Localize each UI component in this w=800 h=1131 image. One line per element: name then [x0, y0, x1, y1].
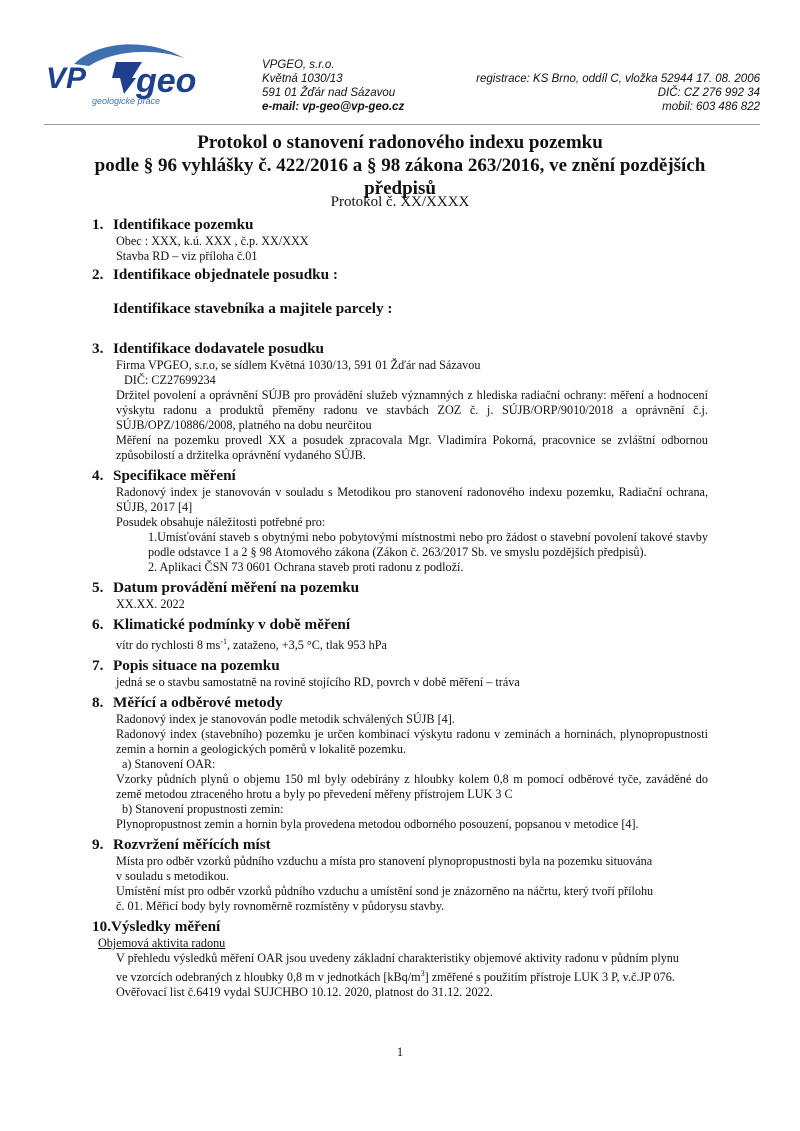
company-name: VPGEO, s.r.o. [262, 59, 335, 71]
parcel-building: Stavba RD – viz příloha č.01 [116, 249, 258, 263]
section-heading [92, 657, 708, 675]
section-title: Identifikace objednatele posudku : [113, 266, 338, 283]
measurement-date: XX.XX. 2022 [116, 597, 185, 611]
results-paragraph: V přehledu výsledků měření OAR jsou uvedeny základní charakteristiky objemové aktivity radonu v půdním plynu ve vzorcích odebraných z hloubky 0,8 m v jednotkách $[kBq/m^3]$ změřené s použitím přístroje LUK 3 P, v.č.JP 076. Ověřovací list č.6419 vydal SUJCHBO 10.12. 2020, platnost do 31.12. 2022. [116, 951, 679, 1000]
spec-item-2: 2. Aplikaci ČSN 73 0601 Ochrana staveb proti radonu z podloží. [148, 560, 464, 574]
section-9 [92, 836, 708, 914]
section-title: Klimatické podmínky v době měření [113, 616, 351, 633]
layout-paragraph-2: Umístění míst pro odběr vzorků půdního vzduchu a umístění sond je znázorněno na náčrtu, který tvoří přílohu č. 01. Měřicí body byly rovnoměrně rozmístěny v půdorysu stavby. [116, 884, 654, 914]
results-subheading: Objemová aktivita radonu [98, 936, 226, 951]
spec-paragraph: Radonový index je stanovován v souladu s Metodikou pro stanovení radonového indexu pozemku, Radiační ochrana, SÚJB, 2017 [4] [116, 485, 708, 514]
section-5 [92, 579, 708, 612]
section-heading [92, 467, 708, 485]
section-8 [92, 694, 708, 832]
section-title: Výsledky měření [110, 918, 221, 936]
section-number: 4. [92, 467, 104, 484]
svg-text:geo: geo [136, 62, 197, 100]
section-heading [92, 266, 708, 284]
section-number: 1. [92, 216, 104, 233]
section-title: Identifikace dodavatele posudku [113, 340, 324, 357]
registry-mobile: mobil: 603 486 822 [662, 101, 760, 113]
protocol-number: Protokol č. XX/XXXX [330, 194, 470, 210]
registry-info: registrace: KS Brno, oddíl C, vložka 52944 17. 08. 2006 [476, 73, 760, 85]
section-number: 5. [92, 579, 104, 596]
company-registry [476, 72, 760, 114]
section-number: 9. [92, 836, 104, 854]
supplier-measurement: Měření na pozemku provedl XX a posudek zpracovala Mgr. Vladimíra Pokorná, pracovnice se zvláštní odbornou způsobilostí a držitelka oprávnění vydaného SÚJB. [116, 433, 708, 462]
company-street: Květná 1030/13 [262, 73, 343, 85]
site-description: jedná se o stavbu samostatně na rovině stojícího RD, povrch v době měření – tráva [116, 675, 520, 690]
section-number: 2. [92, 266, 104, 283]
vpgeo-logo [44, 36, 214, 116]
section-title: Popis situace na pozemku [113, 657, 280, 675]
page-number: 1 [396, 1045, 404, 1059]
company-city: 591 01 Žďár nad Sázavou [262, 87, 396, 99]
methods-item-b: b) Stanovení propustnosti zemin: [122, 802, 284, 817]
section-heading [92, 340, 708, 358]
methods-item-a-text: Vzorky půdních plynů o objemu 150 ml byly odebírány z hloubky kolem 0,8 m pomocí odběrové tyče, zaváděné do země metodou ztraceného hrotu a byly po převedení měřeny přístrojem LUK 3 C [116, 772, 708, 802]
climate-conditions: vítr do rychlosti 8 $ms^{-1}$, zataženo, +3,5 °C, tlak 953 hPa [116, 637, 387, 653]
section-title: Specifikace měření [113, 467, 236, 484]
title-line-1: Protokol o stanovení radonového indexu pozemku [197, 132, 603, 153]
supplier-firm: Firma VPGEO, s.r.o, se sídlem Květná 1030/13, 591 01 Žďár nad Sázavou [116, 358, 481, 372]
section-number: 7. [92, 657, 104, 675]
parcel-municipality: Obec : XXX, k.ú. XXX , č.p. XX/XXX [116, 234, 309, 248]
section-4 [92, 467, 708, 575]
section-heading [92, 694, 708, 712]
section-title: Rozvržení měřících míst [113, 836, 271, 854]
header-divider [44, 124, 760, 125]
section-number: 8. [92, 694, 104, 712]
spec-item-1: 1.Umísťování staveb s obytnými nebo pobytovými místnostmi nebo pro žádost o stavební povolení takové stavby podle odstavce 1 a 2 § 98 Atomového zákona (Zákon č. 263/2017 Sb. ve smyslu pozdějších předpisů). [148, 530, 708, 559]
spec-intro: Posudek obsahuje náležitosti potřebné pro: [116, 515, 326, 529]
section-title: Identifikace pozemku [113, 216, 254, 233]
document-body [92, 212, 708, 1000]
section-subheading: Identifikace stavebníka a majitele parcely : [113, 300, 393, 317]
supplier-dic: DIČ: CZ27699234 [124, 373, 216, 387]
methods-paragraph-2: Radonový index (stavebního) pozemku je určen kombinací výskytu radonu v zeminách a horninách, plynopropustnosti zemin a hornin a geologických poměrů v lokalitě pozemku. [116, 727, 708, 757]
section-title: Měřící a odběrové metody [113, 694, 283, 712]
section-heading [92, 616, 708, 634]
company-address [262, 58, 404, 114]
section-heading [92, 216, 708, 234]
section-10 [92, 918, 708, 1000]
section-heading [92, 579, 708, 597]
logo-tagline: geologické práce [92, 96, 161, 106]
section-title: Datum provádění měření na pozemku [113, 579, 360, 596]
title-line-2: podle § 96 vyhlášky č. 422/2016 a § 98 zákona 263/2016, ve znění pozdějších [94, 155, 706, 176]
methods-item-b-text: Plynopropustnost zemin a hornin byla provedena metodou odborného posouzení, popsanou v metodice [4]. [116, 817, 639, 832]
registry-dic: DIČ: CZ 276 992 34 [657, 87, 760, 99]
layout-paragraph-1: Místa pro odběr vzorků půdního vzduchu a místa pro stanovení plynopropustnosti byla na pozemku situována v souladu s metodikou. [116, 854, 653, 884]
section-heading [92, 918, 708, 936]
section-heading [92, 836, 708, 854]
section-7 [92, 657, 708, 690]
section-6 [92, 616, 708, 653]
methods-paragraph-1: Radonový index je stanovován podle metodik schválených SÚJB [4]. [116, 712, 455, 727]
section-2 [92, 266, 708, 318]
section-number: 3. [92, 340, 104, 357]
methods-item-a: a) Stanovení OAR: [122, 757, 216, 772]
svg-text:VP: VP [46, 62, 87, 95]
document-title [60, 131, 740, 200]
section-number: 10. [92, 918, 111, 936]
section-1 [92, 216, 708, 264]
title-line-3: předpisů [364, 178, 436, 199]
section-number: 6. [92, 616, 104, 633]
section-3 [92, 340, 708, 463]
supplier-license: Držitel povolení a oprávnění SÚJB pro provádění služeb významných z hlediska radiační ochrany: měření a hodnocení výskytu radonu a produktů přeměny radonu ve stavbách ZOZ č. j. SÚJB/ORP/9010/2018 a oprávnění č.j. SÚJB/OPZ/10886/2008, platného na dobu neurčitou [116, 388, 708, 432]
company-email[interactable]: e-mail: vp-geo@vp-geo.cz [262, 101, 405, 113]
